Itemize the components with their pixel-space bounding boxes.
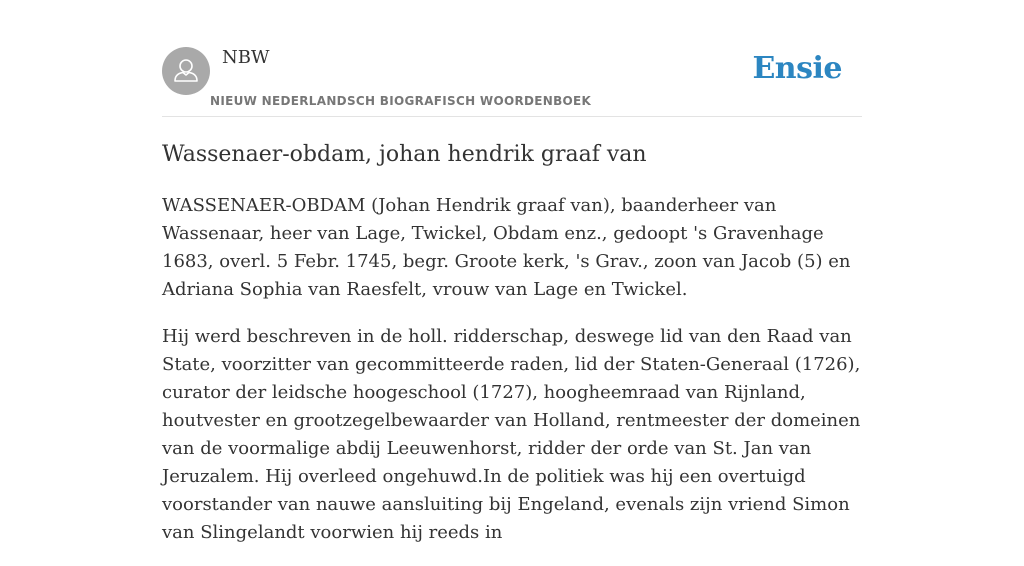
article-body — [162, 192, 862, 566]
author-avatar[interactable] — [162, 47, 210, 95]
author-subtitle[interactable]: NIEUW NEDERLANDSCH BIOGRAFISCH WOORDENBOEK — [210, 94, 592, 108]
article-paragraph: Hij werd beschreven in de holl. ridderschap, deswege lid van den Raad van State, voorzitter van gecommitteerde raden, lid der Staten-Generaal (1726), curator der leidsche hoogeschool (1727), hoogheemraad van Rijnland, houtvester en grootzegelbewaarder van Holland, rentmeester der domeinen van de voormalige abdij Leeuwenhorst, ridder der orde van St. Jan van Jeruzalem. Hij overleed ongehuwd.In de politiek was hij een overtuigd voorstander van nauwe aansluiting bij Engeland, evenals zijn vriend Simon van Slingelandt voorwien hij reeds in — [162, 326, 861, 543]
article-paragraph: WASSENAER-OBDAM (Johan Hendrik graaf van), baanderheer van Wassenaar, heer van Lage, Twickel, Obdam enz., gedoopt 's Gravenhage 1683, overl. 5 Febr. 1745, begr. Groote kerk, 's Grav., zoon van Jacob (5) en Adriana Sophia van Raesfelt, vrouw van Lage en Twickel. — [162, 195, 851, 300]
user-silhouette-icon — [162, 47, 210, 95]
article-title: Wassenaer-obdam, johan hendrik graaf van — [162, 142, 647, 167]
article-header — [162, 46, 862, 117]
ensie-logo[interactable]: Ensie — [752, 51, 842, 86]
author-name[interactable]: NBW — [222, 47, 270, 68]
